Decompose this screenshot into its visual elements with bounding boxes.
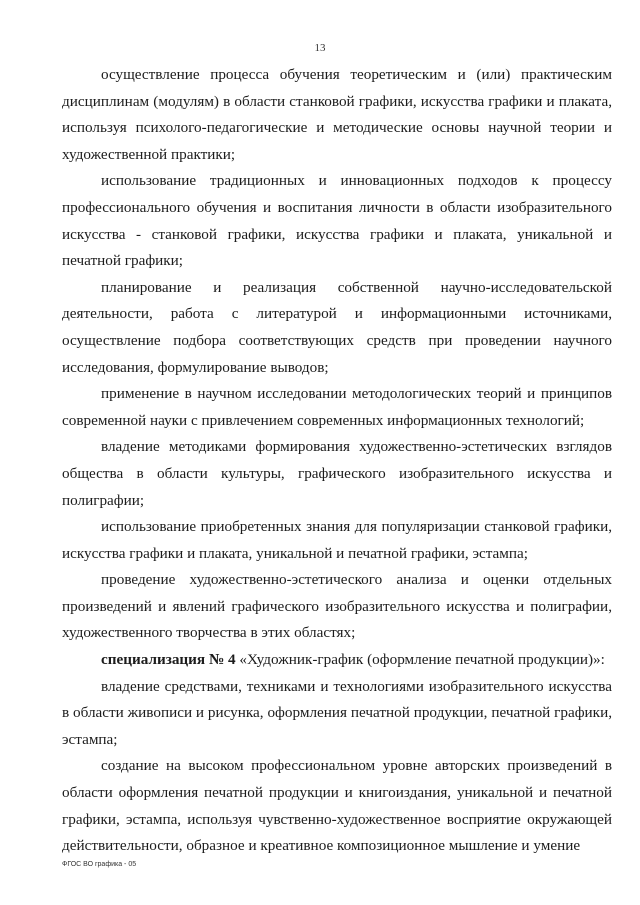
specialization-title: «Художник-график (оформление печатной продукции)»: [235,651,605,669]
document-body [62,62,612,860]
paragraph-creation: создание на высоком профессиональном уровне авторских произведений в области оформления печатной продукции и книгоиздания, уникальной и печатной графики, эстампа, используя чувственно-художественное восприятие окружающей действительности, образное и креативное композиционное мышление и умение [62,757,612,855]
paragraph-analysis: проведение художественно-эстетического анализа и оценки отдельных произведений и явлений графического изобразительного искусства и полиграфии, художественного творчества в этих областях; [62,571,612,642]
paragraph-research-planning: планирование и реализация собственной научно-исследовательской деятельности, работа с литературой и информационными источниками, осуществление подбора соответствующих средств при проведении научного исследования, формулирование выводов; [62,278,612,376]
paragraph-popularization: использование приобретенных знания для популяризации станковой графики, искусства графики и плаката, уникальной и печатной графики, эстампа; [62,518,612,562]
paragraph-aesthetic-views: владение методиками формирования художественно-эстетических взглядов общества в области культуры, графического изобразительного искусства и полиграфии; [62,438,612,509]
paragraph-methodology: применение в научном исследовании методологических теорий и принципов современной науки с привлечением современных информационных технологий; [62,385,612,429]
paragraph-teaching: осуществление процесса обучения теоретическим и (или) практическим дисциплинам (модулям) в области станковой графики, искусства графики и плаката, используя психолого-педагогические и методические основы научной теории и художественной практики; [62,66,612,163]
specialization-prefix: специализация № 4 [101,651,236,669]
page-number: 13 [314,42,326,54]
footer-code: ФГОС ВО графика - 05 [62,861,137,868]
paragraph-techniques: владение средствами, техниками и технологиями изобразительного искусства в области живописи и рисунка, оформления печатной продукции, печатной графики, эстампа; [62,677,612,748]
paragraph-approaches: использование традиционных и инновационных подходов к процессу профессионального обучения и воспитания личности в области изобразительного искусства - станковой графики, искусства графики и плаката, уникальной и печатной графики; [62,172,612,270]
specialization-heading [62,647,612,674]
